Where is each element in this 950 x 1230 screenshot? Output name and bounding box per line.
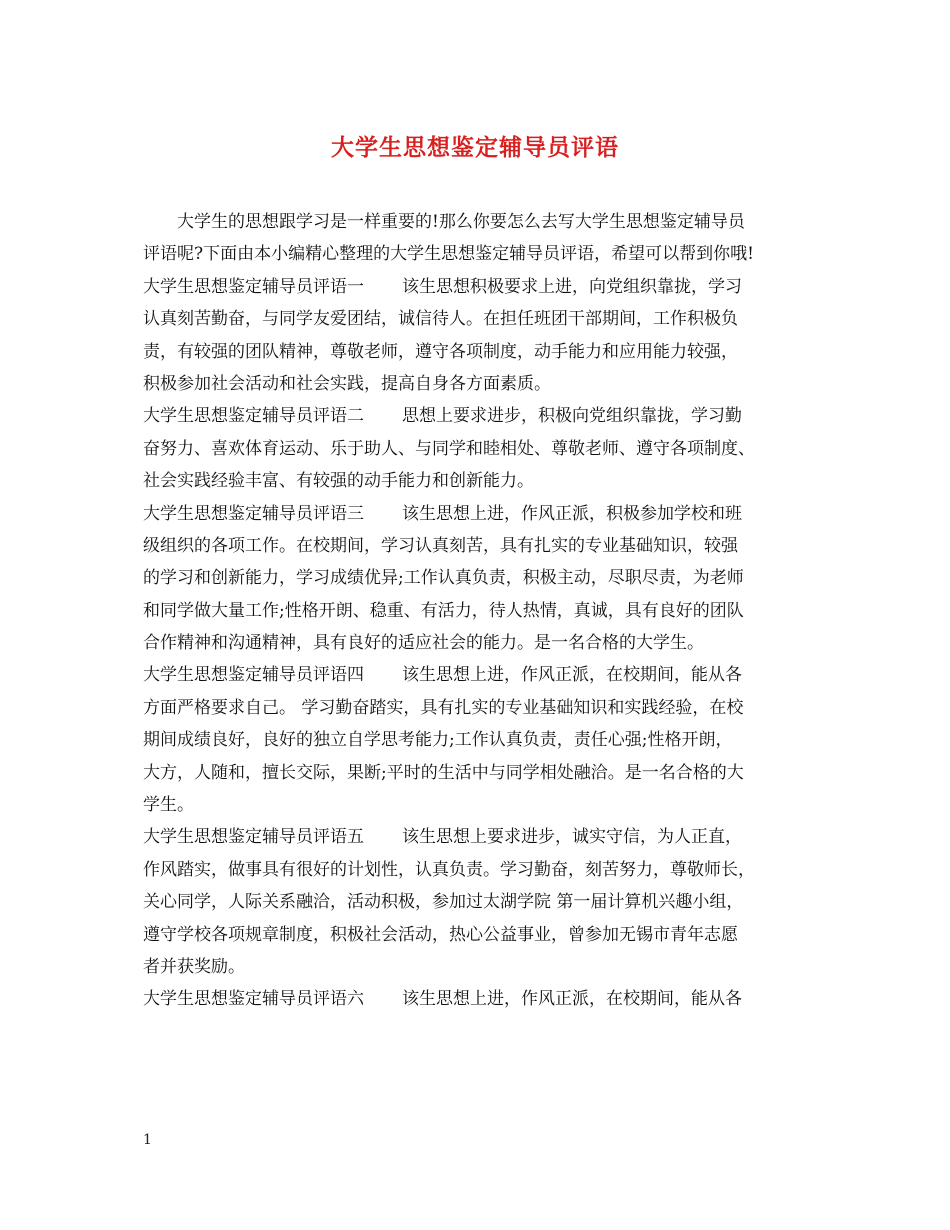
section-line bbox=[143, 659, 828, 691]
section-heading: 大学生思想鉴定辅导员评语四 bbox=[143, 665, 364, 686]
paragraph-line: 作风踏实，做事具有很好的计划性，认真负责。学习勤奋，刻苦努力，尊敬师长， bbox=[143, 859, 755, 880]
document-body bbox=[143, 206, 828, 1016]
paragraph-line: 和同学做大量工作;性格开朗、稳重、有活力，待人热情，真诚，具有良好的团队 bbox=[143, 600, 744, 621]
paragraph-line: 者并获奖励。 bbox=[143, 956, 245, 977]
paragraph-line: 合作精神和沟通精神，具有良好的适应社会的能力。是一名合格的大学生。 bbox=[143, 633, 704, 654]
paragraph-text: 思想上要求进步，积极向党组织靠拢，学习勤 bbox=[402, 406, 742, 427]
paragraph-line: 积极参加社会活动和社会实践，提高自身各方面素质。 bbox=[143, 373, 551, 394]
section-line bbox=[143, 983, 828, 1015]
paragraph-line: 的学习和创新能力，学习成绩优异;工作认真负责，积极主动，尽职尽责，为老师 bbox=[143, 568, 744, 589]
section-heading: 大学生思想鉴定辅导员评语一 bbox=[143, 276, 364, 297]
paragraph-line: 期间成绩良好，良好的独立自学思考能力;工作认真负责，责任心强;性格开朗， bbox=[143, 730, 733, 751]
section-line bbox=[143, 271, 828, 303]
paragraph-line: 学生。 bbox=[143, 795, 194, 816]
paragraph-line: 社会实践经验丰富、有较强的动手能力和创新能力。 bbox=[143, 471, 534, 492]
section-heading: 大学生思想鉴定辅导员评语六 bbox=[143, 989, 364, 1010]
paragraph-text: 该生思想上进，作风正派，在校期间，能从各 bbox=[402, 665, 742, 686]
section-heading: 大学生思想鉴定辅导员评语三 bbox=[143, 503, 364, 524]
paragraph-line: 奋努力、喜欢体育运动、乐于助人、与同学和睦相处、尊敬老师、遵守各项制度、 bbox=[143, 438, 755, 459]
section-heading: 大学生思想鉴定辅导员评语二 bbox=[143, 406, 364, 427]
paragraph-line: 遵守学校各项规章制度，积极社会活动，热心公益事业，曾参加无锡市青年志愿 bbox=[143, 924, 738, 945]
paragraph-line: 评语呢?下面由本小编精心整理的大学生思想鉴定辅导员评语，希望可以帮到你哦! bbox=[143, 244, 754, 265]
page-number: 1 bbox=[143, 1132, 152, 1148]
section-heading: 大学生思想鉴定辅导员评语五 bbox=[143, 827, 364, 848]
paragraph-line: 大学生的思想跟学习是一样重要的!那么你要怎么去写大学生思想鉴定辅导员 bbox=[177, 212, 745, 232]
paragraph-line: 级组织的各项工作。在校期间，学习认真刻苦，具有扎实的专业基础知识，较强 bbox=[143, 535, 738, 556]
paragraph-line: 大方，人随和，擅长交际，果断;平时的生活中与同学相处融洽。是一名合格的大 bbox=[143, 762, 744, 783]
section-line bbox=[143, 400, 828, 432]
paragraph-text: 该生思想上进，作风正派，在校期间，能从各 bbox=[402, 989, 742, 1010]
paragraph-text: 该生思想上要求进步，诚实守信，为人正直， bbox=[402, 827, 742, 848]
paragraph-line: 认真刻苦勤奋，与同学友爱团结，诚信待人。在担任班团干部期间，工作积极负 bbox=[143, 309, 738, 330]
document-title: 大学生思想鉴定辅导员评语 bbox=[331, 134, 619, 161]
section-line bbox=[143, 498, 828, 530]
paragraph-line: 方面严格要求自己。 学习勤奋踏实，具有扎实的专业基础知识和实践经验，在校 bbox=[143, 697, 744, 718]
paragraph-text: 该生思想上进，作风正派，积极参加学校和班 bbox=[402, 503, 742, 524]
paragraph-text: 该生思想积极要求上进，向党组织靠拢，学习 bbox=[402, 276, 742, 297]
section-line bbox=[143, 821, 828, 853]
paragraph-line: 关心同学，人际关系融洽，活动积极，参加过太湖学院 第一届计算机兴趣小组， bbox=[143, 892, 744, 913]
paragraph-line: 责，有较强的团队精神，尊敬老师，遵守各项制度，动手能力和应用能力较强， bbox=[143, 341, 738, 362]
